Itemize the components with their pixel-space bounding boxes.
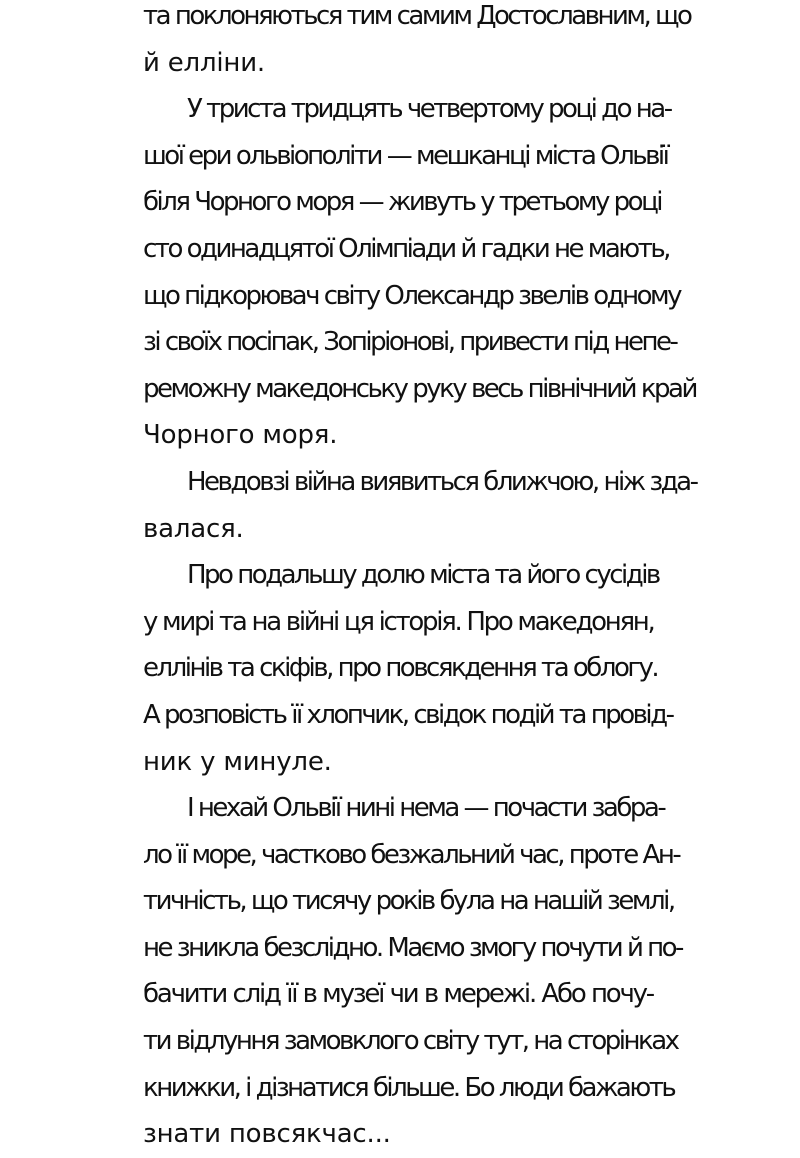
- text-line: А розповість її хлопчик, свідок подій та провід-: [143, 699, 673, 730]
- text-line: книжки, і дізнатися більше. Бо люди бажають: [143, 1072, 675, 1103]
- text-line: ник у минуле.: [143, 746, 332, 777]
- text-line: еллінів та скіфів, про повсякдення та облогу.: [143, 653, 658, 684]
- text-line: Невдовзі війна виявиться ближчою, ніж зда-: [187, 466, 697, 497]
- paragraph-4: [143, 552, 673, 785]
- text-line: І нехай Ольвії нині нема — почасти забра-: [187, 793, 665, 824]
- text-line: тичність, що тисячу років була на нашій землі,: [143, 886, 674, 917]
- text-line: у мирі та на війні ця історія. Про македонян,: [143, 606, 654, 637]
- text-line: шої ери ольвіополіти — мешканці міста Ольвії: [143, 140, 668, 171]
- text-line: й елліни.: [143, 47, 265, 78]
- paragraph-5: [143, 785, 682, 1158]
- text-line: зі своїх посіпак, Зопіріонові, привести під непе-: [143, 327, 677, 358]
- text-line: ти відлуння замовклого світу тут, на сторінках: [143, 1026, 678, 1057]
- text-line: не зникла безслідно. Маємо змогу почути й по-: [143, 932, 682, 963]
- text-line: що підкорювач світу Олександр звелів одному: [143, 280, 681, 311]
- text-line: знати повсякчас...: [143, 1119, 391, 1150]
- page-text: [143, 0, 697, 1158]
- paragraph-2: [143, 86, 696, 459]
- text-line: та поклоняються тим самим Достославним, що: [143, 1, 691, 31]
- text-line: валася.: [143, 513, 244, 544]
- text-line: У триста тридцять четвертому році до на-: [187, 94, 671, 125]
- paragraph-1: [143, 0, 691, 86]
- text-line: Про подальшу долю міста та його сусідів: [187, 560, 659, 591]
- text-line: сто одинадцятої Олімпіади й гадки не мають,: [143, 233, 669, 264]
- text-line: Чорного моря.: [143, 420, 338, 451]
- text-line: біля Чорного моря — живуть у третьому році: [143, 187, 661, 218]
- paragraph-3: [143, 459, 697, 552]
- text-line: ло її море, частково безжальний час, проте Ан-: [143, 839, 680, 870]
- text-line: реможну македонську руку весь північний край: [143, 373, 696, 404]
- text-line: бачити слід її в музеї чи в мережі. Або почу-: [143, 979, 653, 1010]
